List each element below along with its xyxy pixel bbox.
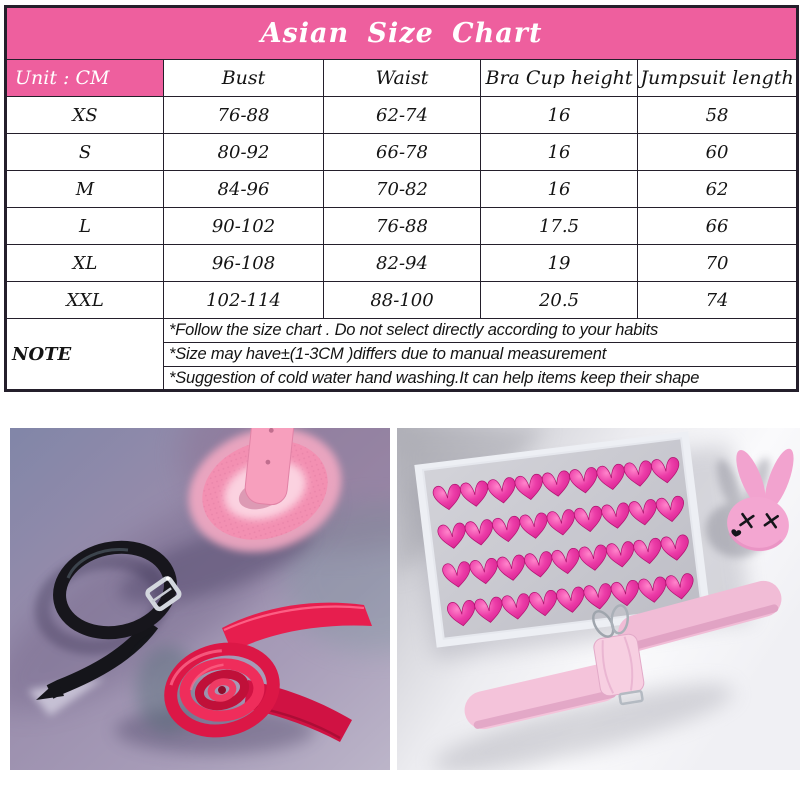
cell-size: S <box>6 134 164 171</box>
note-row <box>6 319 798 343</box>
column-header-jumpsuit: Jumpsuit length <box>638 60 798 97</box>
cell-waist: 66-78 <box>324 134 481 171</box>
size-chart-table <box>4 5 799 392</box>
cell-size: L <box>6 208 164 245</box>
note-line-3: *Suggestion of cold water hand washing.It can help items keep their shape <box>164 367 798 391</box>
size-chart-title: Asian Size Chart <box>6 7 798 60</box>
cell-jumpsuit: 62 <box>638 171 798 208</box>
note-line-2: *Size may have±(1-3CM )differs due to manual measurement <box>164 343 798 367</box>
cell-size: XL <box>6 245 164 282</box>
column-header-bra-cup: Bra Cup height <box>481 60 638 97</box>
cell-bra-cup: 19 <box>481 245 638 282</box>
note-line-1: *Follow the size chart . Do not select directly according to your habits <box>164 319 798 343</box>
table-row-xl <box>6 245 798 282</box>
table-row-s <box>6 134 798 171</box>
cell-jumpsuit: 74 <box>638 282 798 319</box>
cell-jumpsuit: 60 <box>638 134 798 171</box>
note-label: NOTE <box>6 319 164 391</box>
cell-waist: 88-100 <box>324 282 481 319</box>
cell-size: M <box>6 171 164 208</box>
cell-bust: 84-96 <box>164 171 324 208</box>
column-header-bust: Bust <box>164 60 324 97</box>
photo-right-accessories <box>397 428 800 770</box>
header-row <box>6 60 798 97</box>
table-row-xs <box>6 97 798 134</box>
cell-bust: 96-108 <box>164 245 324 282</box>
cell-bust: 90-102 <box>164 208 324 245</box>
cell-bust: 76-88 <box>164 97 324 134</box>
cell-bra-cup: 16 <box>481 171 638 208</box>
cell-waist: 70-82 <box>324 171 481 208</box>
cell-bra-cup: 16 <box>481 97 638 134</box>
title-row <box>6 7 798 60</box>
column-header-waist: Waist <box>324 60 481 97</box>
table-row-m <box>6 171 798 208</box>
table-row-l <box>6 208 798 245</box>
cell-bra-cup: 16 <box>481 134 638 171</box>
cell-bust: 102-114 <box>164 282 324 319</box>
cell-jumpsuit: 66 <box>638 208 798 245</box>
cell-jumpsuit: 58 <box>638 97 798 134</box>
unit-label: Unit : CM <box>6 60 164 97</box>
cell-waist: 82-94 <box>324 245 481 282</box>
photo-left-accessories <box>10 428 390 770</box>
cell-bra-cup: 17.5 <box>481 208 638 245</box>
cell-bra-cup: 20.5 <box>481 282 638 319</box>
cell-bust: 80-92 <box>164 134 324 171</box>
table-row-xxl <box>6 282 798 319</box>
cell-waist: 62-74 <box>324 97 481 134</box>
cell-waist: 76-88 <box>324 208 481 245</box>
cell-size: XXL <box>6 282 164 319</box>
cell-jumpsuit: 70 <box>638 245 798 282</box>
cell-size: XS <box>6 97 164 134</box>
